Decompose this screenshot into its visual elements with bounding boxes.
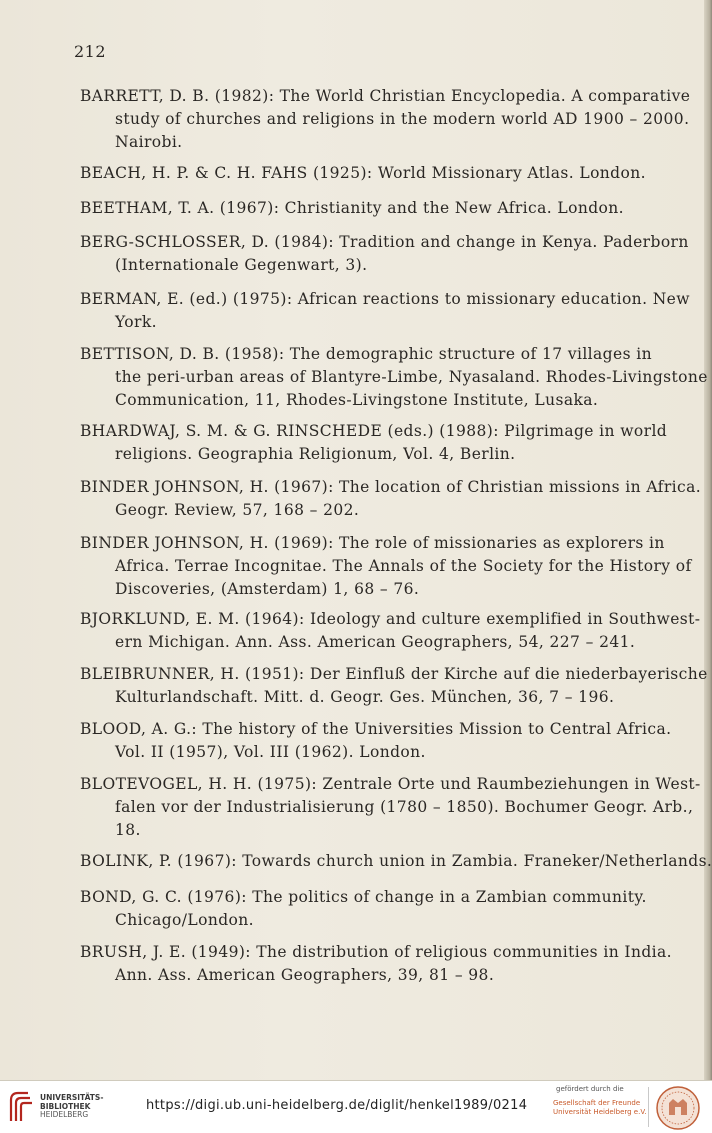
source-url-link[interactable]: https://digi.ub.uni-heidelberg.de/diglit/henkel1989/0214 — [146, 1098, 528, 1113]
page-edge — [704, 0, 712, 1080]
reference-line: BJORKLUND, E. M. (1964): Ideology and culture exemplified in Southwest- — [80, 610, 701, 628]
reference-line: BARRETT, D. B. (1982): The World Christian Encyclopedia. A comparative — [80, 87, 691, 105]
reference-line: BETTISON, D. B. (1958): The demographic structure of 17 villages in — [80, 345, 653, 363]
digitization-footer — [0, 1080, 712, 1133]
reference-line: 18. — [115, 821, 141, 839]
reference-line: Communication, 11, Rhodes-Livingstone Institute, Lusaka. — [115, 391, 599, 409]
reference-line: Nairobi. — [115, 133, 183, 151]
reference-line: Ann. Ass. American Geographers, 39, 81 – 98. — [115, 966, 495, 984]
reference-line: religions. Geographia Religionum, Vol. 4, Berlin. — [115, 445, 516, 463]
reference-line: BRUSH, J. E. (1949): The distribution of religious communities in India. — [80, 943, 672, 961]
reference-line: (Internationale Gegenwart, 3). — [115, 256, 368, 274]
reference-line: Vol. II (1957), Vol. III (1962). London. — [115, 743, 426, 761]
page-number: 212 — [74, 42, 107, 61]
reference-line: study of churches and religions in the modern world AD 1900 – 2000. — [115, 110, 690, 128]
reference-line: BINDER JOHNSON, H. (1969): The role of missionaries as explorers in — [80, 534, 665, 552]
reference-line: Discoveries, (Amsterdam) 1, 68 – 76. — [115, 580, 420, 598]
reference-line: BLOTEVOGEL, H. H. (1975): Zentrale Orte und Raumbeziehungen in West- — [80, 775, 701, 793]
reference-line: BEETHAM, T. A. (1967): Christianity and the New Africa. London. — [80, 199, 624, 217]
university-library-logo-icon — [8, 1090, 36, 1124]
reference-line: BLOOD, A. G.: The history of the Universities Mission to Central Africa. — [80, 720, 672, 738]
reference-line: ern Michigan. Ann. Ass. American Geographers, 54, 227 – 241. — [115, 633, 636, 651]
funder-caption: gefördert durch die — [556, 1085, 624, 1093]
reference-line: the peri-urban areas of Blantyre-Limbe, Nyasaland. Rhodes-Livingstone — [115, 368, 708, 386]
reference-line: BOND, G. C. (1976): The politics of change in a Zambian community. — [80, 888, 647, 906]
reference-line: BERMAN, E. (ed.) (1975): African reactions to missionary education. New — [80, 290, 690, 308]
reference-line: Chicago/London. — [115, 911, 254, 929]
reference-line: Geogr. Review, 57, 168 – 202. — [115, 501, 360, 519]
reference-line: BEACH, H. P. & C. H. FAHS (1925): World Missionary Atlas. London. — [80, 164, 646, 182]
reference-line: BLEIBRUNNER, H. (1951): Der Einfluß der Kirche auf die niederbayerische — [80, 665, 708, 683]
reference-line: BHARDWAJ, S. M. & G. RINSCHEDE (eds.) (1988): Pilgrimage in world — [80, 422, 668, 440]
reference-line: BERG-SCHLOSSER, D. (1984): Tradition and change in Kenya. Paderborn — [80, 233, 689, 251]
reference-line: BINDER JOHNSON, H. (1967): The location of Christian missions in Africa. — [80, 478, 702, 496]
reference-line: Africa. Terrae Incognitae. The Annals of the Society for the History of — [115, 557, 692, 575]
footer-divider — [648, 1087, 649, 1127]
reference-line: York. — [115, 313, 157, 331]
reference-line: Kulturlandschaft. Mitt. d. Geogr. Ges. München, 36, 7 – 196. — [115, 688, 615, 706]
reference-line: BOLINK, P. (1967): Towards church union in Zambia. Franeker/Netherlands. — [80, 852, 712, 870]
reference-line: falen vor der Industrialisierung (1780 – 1850). Bochumer Geogr. Arb., — [115, 798, 694, 816]
university-seal-icon — [655, 1085, 701, 1131]
university-library-name: UNIVERSITÄTS- BIBLIOTHEK HEIDELBERG — [40, 1093, 104, 1119]
funder-name: Gesellschaft der Freunde Universität Heidelberg e.V. — [553, 1099, 647, 1116]
